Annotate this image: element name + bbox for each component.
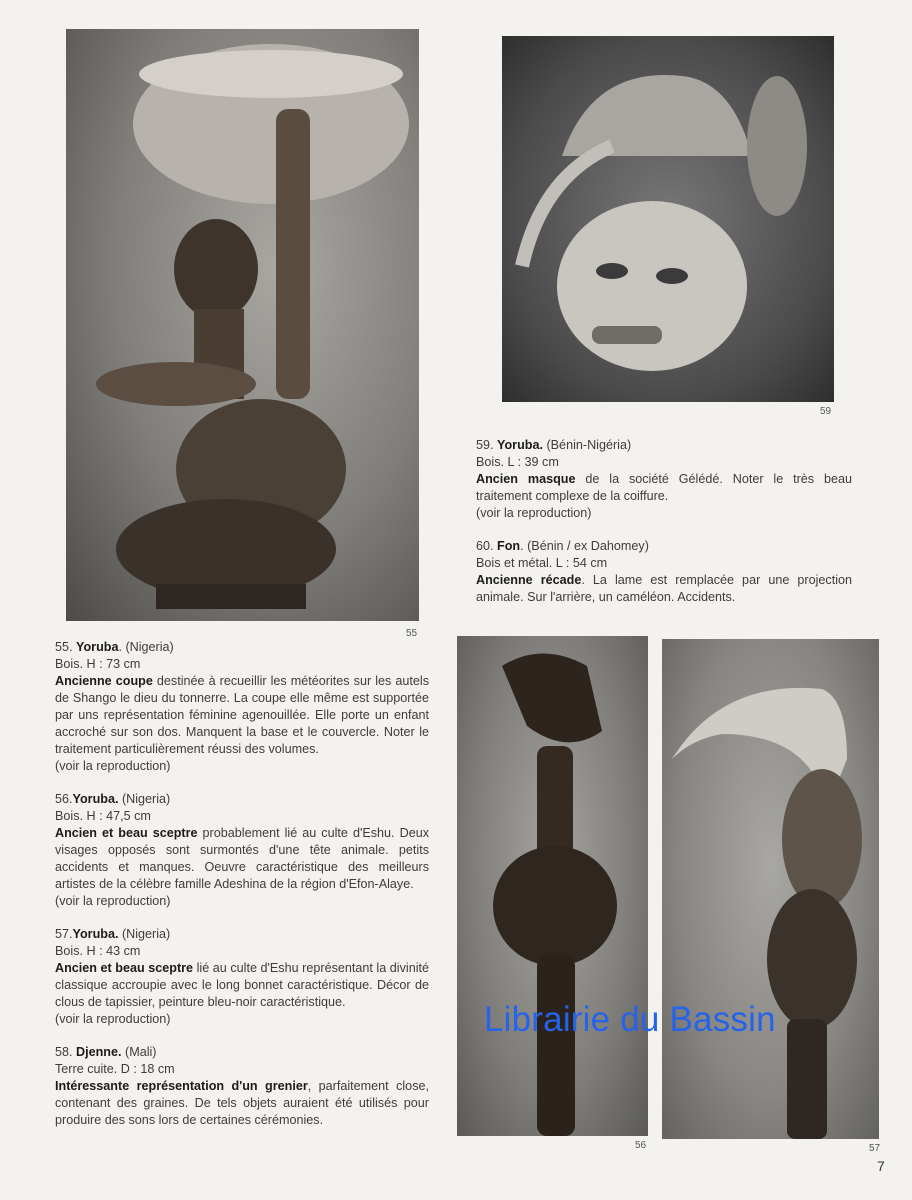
- entry-title: Ancienne récade: [476, 573, 582, 587]
- catalog-entries-left: [55, 639, 429, 1129]
- entry-name: Yoruba.: [497, 438, 543, 452]
- entry-origin: (Bénin-Nigéria): [542, 438, 632, 452]
- entry-number: 60.: [476, 539, 494, 553]
- page-number: 7: [877, 1158, 885, 1174]
- kneeling-figure-bowl-image: [66, 29, 419, 621]
- catalog-entry-55: [55, 639, 429, 775]
- entry-text: , parfaitement close, contenant des graines. De tels objets auraient été utilisés pour produire des sons lors de certaines cérémonies.: [55, 1079, 429, 1127]
- entry-name: Yoruba.: [72, 927, 119, 941]
- entry-number: 59.: [476, 438, 494, 452]
- entry-reference: (voir la reproduction): [55, 759, 171, 773]
- entry-text: destinée à recueillir les météorites sur les autels de Shango le dieu du tonnerre. La coupe elle même est supportée par uns représentation féminine agenouillée. Elle porte un enfant accroché sur son dos. Manquent la base et le couvercle. Noter le traitement particulièrement réussi des volumes.: [55, 674, 429, 756]
- entry-title: Intéressante représentation d'un grenier: [55, 1079, 308, 1093]
- catalog-entry-59: [476, 437, 852, 522]
- entry-origin: (Nigeria): [118, 792, 171, 806]
- photo-59-mask: [502, 36, 834, 402]
- entry-text: de la société Gélédé. Noter le très beau traitement complexe de la coiffure.: [476, 472, 853, 503]
- crescent-scepter-image: [662, 639, 879, 1139]
- entry-material: Bois. L : 39 cm: [476, 455, 559, 469]
- entry-origin: . (Bénin / ex Dahomey): [520, 539, 649, 553]
- catalog-entry-56: [55, 791, 429, 910]
- entry-origin: . (Nigeria): [118, 640, 174, 654]
- entry-text: lié au culte d'Eshu représentant la divinité classique accroupie avec le long bonnet caractéristique. Décor de clous de tapissier, peinture bleu-noir caractéristique.: [55, 961, 429, 1009]
- catalog-entry-57: [55, 926, 429, 1028]
- figure-number-57: 57: [869, 1143, 881, 1154]
- entry-name: Fon: [497, 539, 521, 553]
- entry-title: Ancien et beau sceptre: [55, 826, 198, 840]
- entry-name: Yoruba.: [72, 792, 119, 806]
- entry-name: Yoruba: [76, 640, 119, 654]
- photo-56-scepter: [457, 636, 648, 1136]
- entry-origin: (Nigeria): [118, 927, 171, 941]
- watermark: Librairie du Bassin: [484, 1000, 776, 1039]
- catalog-entry-58: [55, 1044, 429, 1129]
- entry-title: Ancienne coupe: [55, 674, 153, 688]
- entry-material: Bois. H : 73 cm: [55, 657, 141, 671]
- eshu-scepter-image: [457, 636, 648, 1136]
- catalog-entries-right: [476, 437, 852, 606]
- catalog-entry-60: [476, 538, 852, 606]
- entry-material: Bois. H : 43 cm: [55, 944, 141, 958]
- figure-number-56: 56: [635, 1140, 647, 1151]
- entry-material: Terre cuite. D : 18 cm: [55, 1062, 175, 1076]
- entry-number: 57.: [55, 927, 73, 941]
- entry-reference: (voir la reproduction): [476, 506, 592, 520]
- entry-text: . La lame est remplacée par une projection animale. Sur l'arrière, un caméléon. Accidents.: [476, 573, 852, 604]
- entry-material: Bois et métal. L : 54 cm: [476, 556, 608, 570]
- figure-number-59: 59: [820, 406, 832, 417]
- entry-material: Bois. H : 47,5 cm: [55, 809, 151, 823]
- entry-reference: (voir la reproduction): [55, 894, 171, 908]
- entry-number: 58.: [55, 1045, 73, 1059]
- entry-title: Ancien masque: [476, 472, 576, 486]
- entry-text: probablement lié au culte d'Eshu. Deux visages opposés sont surmontés d'une tête animale. petits accidents et manques. Oeuvre caractéristique des meilleurs artistes de la célèbre famille Adeshina de la région d'Efon-Alaye.: [55, 826, 429, 891]
- entry-number: 56.: [55, 792, 73, 806]
- gelede-mask-image: [502, 36, 834, 402]
- entry-number: 55.: [55, 640, 73, 654]
- entry-name: Djenne.: [76, 1045, 122, 1059]
- entry-reference: (voir la reproduction): [55, 1012, 171, 1026]
- photo-57-scepter: [662, 639, 879, 1139]
- entry-title: Ancien et beau sceptre: [55, 961, 194, 975]
- photo-55-kneeling-figure: [66, 29, 419, 621]
- entry-origin: (Mali): [121, 1045, 157, 1059]
- figure-number-55: 55: [406, 628, 418, 639]
